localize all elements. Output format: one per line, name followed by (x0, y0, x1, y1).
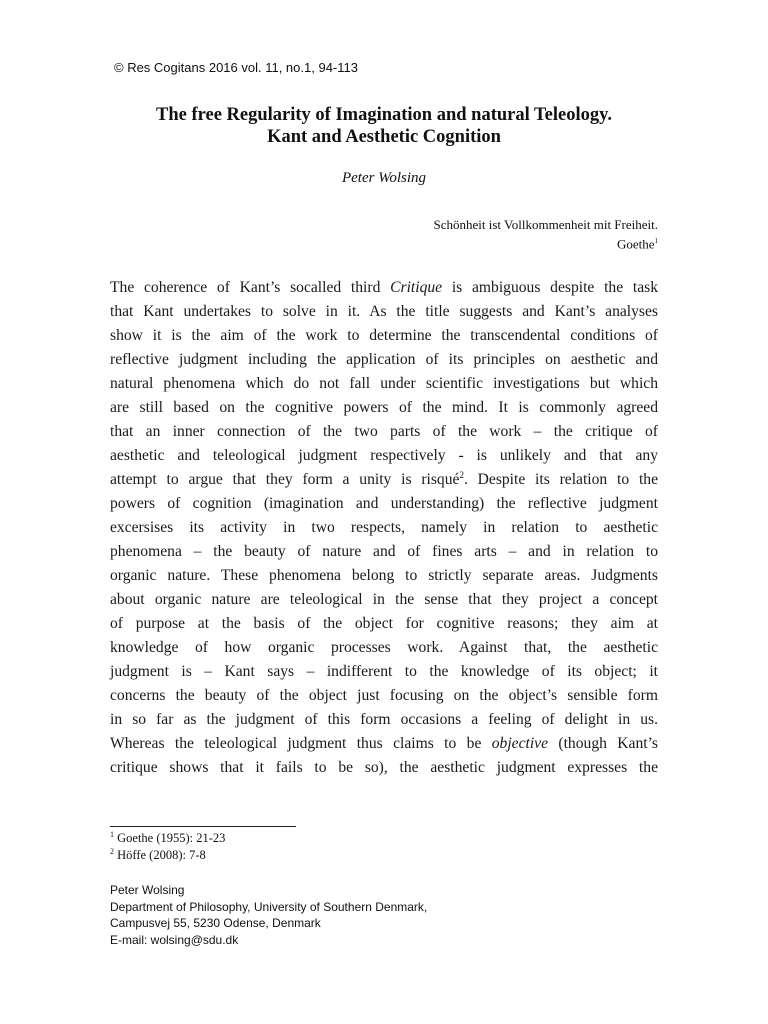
address-street: Campusvej 55, 5230 Odense, Denmark (110, 916, 321, 930)
epigraph-author: Goethe (616, 236, 655, 252)
body-text: (though Kant’s (548, 735, 658, 752)
body-paragraph (110, 276, 658, 780)
footnote-text: Höffe (2008): 7-8 (114, 848, 206, 862)
body-line (110, 732, 658, 756)
footnote-number: 1 (110, 829, 114, 839)
body-line: critique shows that it fails to be so), the aesthetic judgment expresses the (110, 759, 658, 776)
body-line: that an inner connection of the two parts of the work – the critique of (110, 423, 658, 440)
journal-citation: © Res Cogitans 2016 vol. 11, no.1, 94-113 (114, 60, 358, 75)
body-line: aesthetic and teleological judgment respectively - is unlikely and that any (110, 447, 658, 464)
epigraph (434, 217, 659, 252)
body-line: powers of cognition (imagination and understanding) the reflective judgment (110, 495, 658, 512)
body-emphasis: objective (491, 735, 549, 752)
body-line (110, 468, 658, 492)
address-department: Department of Philosophy, University of Southern Denmark, (110, 899, 428, 914)
paper-title-line-2: Kant and Aesthetic Cognition (267, 127, 501, 147)
body-text: Whereas the teleological judgment thus claims to be (110, 735, 492, 752)
body-text: . Despite its relation to the (463, 471, 658, 488)
author-address (110, 882, 427, 948)
body-line: excersises its activity in two respects, namely in relation to aesthetic (110, 519, 658, 536)
footnote-marker: 1 (654, 237, 658, 245)
footnote-marker: 2 (459, 469, 464, 480)
footnotes (110, 830, 225, 864)
body-line: of purpose at the basis of the object for cognitive reasons; they aim at (110, 615, 658, 632)
footnote-divider (110, 826, 296, 827)
footnote-number: 2 (110, 846, 114, 856)
body-line: are still based on the cognitive powers of the mind. It is commonly agreed (110, 399, 658, 416)
footnote-item (110, 847, 225, 864)
body-line: that Kant undertakes to solve in it. As the title suggests and Kant’s analyses (110, 303, 658, 320)
body-line: natural phenomena which do not fall under scientific investigations but which (110, 375, 658, 392)
body-line: about organic nature are teleological in the sense that they project a concept (110, 591, 658, 608)
body-emphasis: Critique (390, 279, 443, 296)
body-line: show it is the aim of the work to determine the transcendental conditions of (110, 327, 658, 344)
footnote-item (110, 830, 225, 847)
address-name: Peter Wolsing (110, 883, 185, 897)
body-line: organic nature. These phenomena belong to strictly separate areas. Judgments (110, 567, 658, 584)
paper-title-line-1: The free Regularity of Imagination and natural Teleology. (155, 105, 612, 125)
address-email: E-mail: wolsing@sdu.dk (110, 932, 239, 947)
author-name: Peter Wolsing (341, 170, 427, 186)
body-line: in so far as the judgment of this form occasions a feeling of delight in us. (110, 711, 658, 728)
epigraph-quote: Schönheit ist Vollkommenheit mit Freiheit. (433, 217, 658, 232)
footnote-text: Goethe (1955): 21-23 (114, 831, 226, 845)
body-text: is ambiguous despite the task (442, 279, 658, 296)
epigraph-attribution (434, 233, 659, 252)
body-text: The coherence of Kant’s socalled third (110, 279, 391, 296)
body-line: phenomena – the beauty of nature and of fines arts – and in relation to (110, 543, 658, 560)
body-text: attempt to argue that they form a unity is risqué (110, 471, 460, 488)
body-line: concerns the beauty of the object just focusing on the object’s sensible form (110, 687, 658, 704)
body-line: judgment is – Kant says – indifferent to the knowledge of its object; it (110, 663, 658, 680)
body-line (110, 276, 658, 300)
body-line: knowledge of how organic processes work. Against that, the aesthetic (110, 639, 658, 656)
body-line: reflective judgment including the application of its principles on aesthetic and (110, 351, 658, 368)
